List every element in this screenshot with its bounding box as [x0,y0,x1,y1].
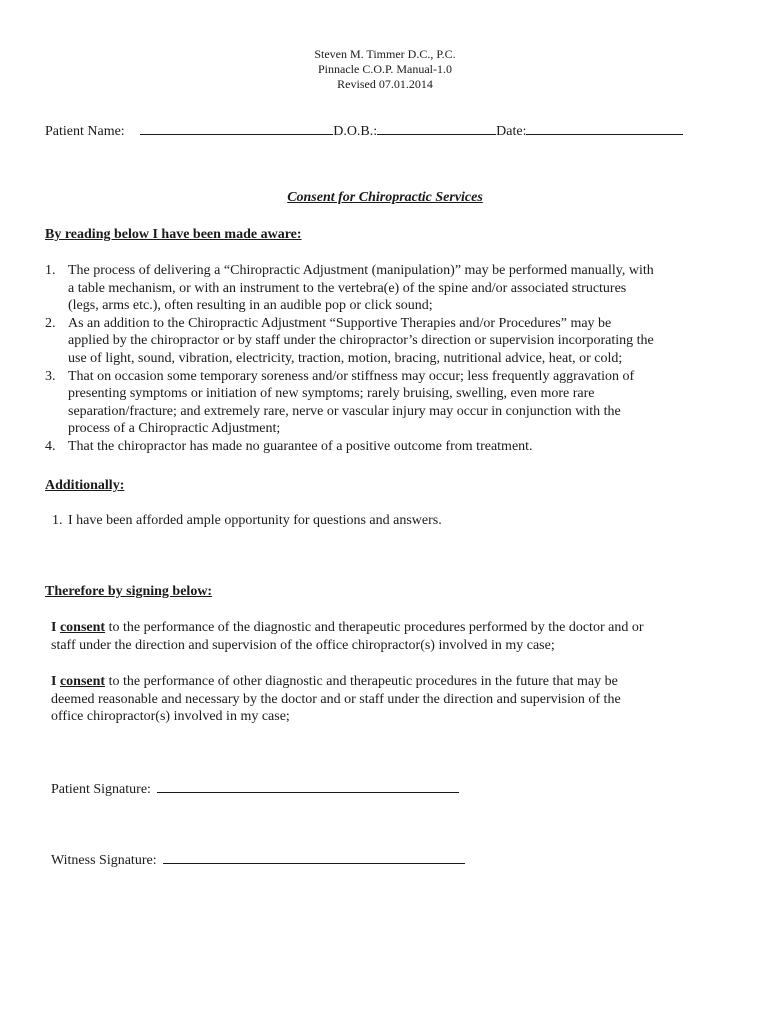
practice-name: Steven M. Timmer D.C., P.C. [314,47,456,61]
patient-signature-label: Patient Signature: [51,782,151,797]
witness-signature-row [51,850,465,869]
consent-paragraph-2: I consent to the performance of other diagnostic and therapeutic procedures in the future that may be deemed reasonable and necessary by the doctor and or staff under the direction and supervision of the office chiropractor(s) involved in my case; [51,674,621,725]
patient-name-label: Patient Name: [45,124,125,139]
aware-list [45,262,725,456]
consent-paragraph-1: I consent to the performance of the diagnostic and therapeutic procedures performed by the doctor and or staff under the direction and supervision of the office chiropractor(s) involved in my case; [51,620,644,653]
aware-heading: By reading below I have been made aware: [45,227,302,242]
patient-signature-field[interactable] [157,779,459,793]
dob-label: D.O.B.: [333,124,378,139]
dob-field[interactable] [377,121,496,135]
date-label: Date: [496,124,527,139]
date-field[interactable] [526,121,683,135]
list-item: 2. As an addition to the Chiropractic Adjustment “Supportive Therapies and/or Procedures” may be applied by the chiropractor or by staff under the chiropractor’s direction or supervision incorporating the use of light, sound, vibration, electricity, traction, motion, bracing, nutritional advice, heat, or cold; [45,315,654,366]
additionally-heading: Additionally: [45,478,125,493]
witness-signature-label: Witness Signature: [51,853,157,868]
patient-name-field[interactable] [140,121,333,135]
list-item: 1. I have been afforded ample opportunity for questions and answers. [52,513,442,528]
therefore-heading: Therefore by signing below: [45,584,213,599]
list-item: 3. That on occasion some temporary soreness and/or stiffness may occur; less frequently aggravation of presenting symptoms or initiation of new symptoms; rarely bruising, swelling, even more rare separation/fracture; and extremely rare, nerve or vascular injury may occur in conjunction with the process of a Chiropractic Adjustment; [45,368,635,437]
revision-date: Revised 07.01.2014 [337,77,433,91]
patient-signature-row [51,779,459,798]
list-item: 1. The process of delivering a “Chiropractic Adjustment (manipulation)” may be performed manually, with a table mechanism, or with an instrument to the vertebra(e) of the spine and/or associated structures (legs, arms etc.), often resulting in an audible pop or click sound; [45,263,654,314]
manual-version: Pinnacle C.O.P. Manual-1.0 [318,62,452,76]
additionally-list [52,512,712,530]
form-title: Consent for Chiropractic Services [287,190,483,205]
consent-keyword: consent [59,620,106,635]
patient-info-row [45,121,683,141]
witness-signature-field[interactable] [163,850,465,864]
list-item: 4. That the chiropractor has made no guarantee of a positive outcome from treatment. [45,438,533,454]
consent-keyword: consent [59,674,106,689]
